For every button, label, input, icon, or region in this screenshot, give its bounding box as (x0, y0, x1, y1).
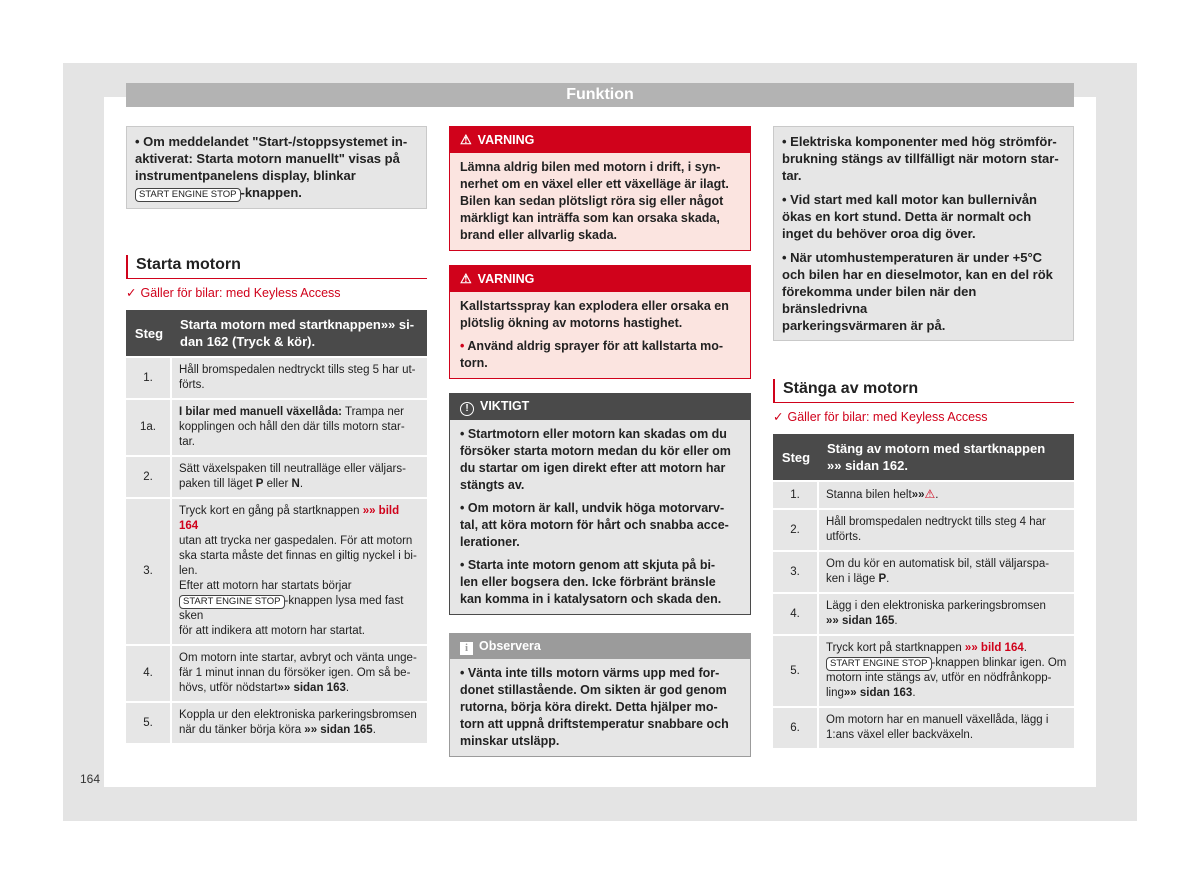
info-icon: i (460, 642, 473, 655)
check-icon: ✓ (773, 410, 784, 424)
note-header: i Observera (450, 634, 750, 659)
step-text: Om du kör en automatisk bil, ställ väljarspa- ken i läge P. (819, 552, 1074, 592)
start-engine-stop-key: START ENGINE STOP (135, 188, 241, 202)
warning-header: ⚠ VARNING (450, 266, 750, 292)
column-middle (449, 126, 751, 757)
note-text: • Vänta inte tills motorn värms upp med for- donet stillastående. Om sikten är god genom rutorna, börja köra direkt. Detta hjälper mo- torn att uppnå driftstemperatur snabbare och minskar utsläpp. (460, 666, 729, 748)
table-row (126, 646, 427, 701)
important-text: • Startmotorn eller motorn kan skadas om du försöker starta motorn medan du kör eller om du startar om igen direkt efter att motorn har stängts av. • Om motorn är kall, undvik höga motorvarv- tal, att köra motorn för hårt och snabba acce- lerationer. • Starta inte motorn genom att skjuta på bi- len eller bogsera den. Icke förbränt bränsle kan komma in i katalysatorn och skada den. (460, 427, 731, 606)
step-number: 2. (126, 457, 172, 497)
check-icon: ✓ (126, 286, 137, 300)
step-text: Håll bromspedalen nedtryckt tills steg 4 har utförts. (819, 510, 1074, 550)
table-row (773, 552, 1074, 592)
section-title-stop-engine: Stänga av motorn (773, 379, 1074, 403)
table-row (126, 457, 427, 497)
warning-box (449, 265, 751, 379)
table-row (126, 499, 427, 644)
step-text: I bilar med manuell växellåda: Trampa ner kopplingen och håll den där tills motorn star- tar. (172, 400, 427, 455)
column-header-action: Starta motorn med startknappen»» si- dan 162 (Tryck & kör). (172, 310, 427, 356)
table-header-row (126, 310, 427, 356)
step-text: Tryck kort en gång på startknappen »» bild 164 utan att trycka ner gaspedalen. För att motorn ska starta måste det finnas en giltig nyckel i bi- len. Efter att motorn har startats börjar START ENGINE STOP -knappen lysa med fast sken för att indikera att motorn har startat. (172, 499, 427, 644)
table-row (773, 482, 1074, 508)
step-text: Lägg i den elektroniska parkeringsbromsen »» sidan 165. (819, 594, 1074, 634)
table-row (126, 703, 427, 743)
start-steps-table (126, 308, 427, 745)
step-text: Om motorn har en manuell växellåda, lägg i 1:ans växel eller backväxeln. (819, 708, 1074, 748)
table-row (773, 510, 1074, 550)
table-row (773, 708, 1074, 748)
page-number: 164 (80, 772, 101, 786)
warning-triangle-icon: ⚠ (924, 487, 936, 501)
column-header-action: Stäng av motorn med startknappen »» sidan 162. (819, 434, 1074, 480)
step-number: 1. (773, 482, 819, 508)
step-number: 4. (126, 646, 172, 701)
warning-triangle-icon: ⚠ (460, 271, 472, 286)
column-header-step: Steg (126, 310, 172, 356)
figure-link[interactable]: bild 164 (179, 505, 400, 532)
note-box (449, 633, 751, 757)
section-header: Funktion (126, 83, 1074, 107)
page-link[interactable]: sidan 165 (317, 724, 373, 736)
step-number: 3. (773, 552, 819, 592)
section-title-start-engine: Starta motorn (126, 255, 427, 279)
step-text: Om motorn inte startar, avbryt och vänta unge- fär 1 minut innan du försöker igen. Om så be- hövs, utför nödstart»» sidan 163. (172, 646, 427, 701)
info-text: instrumentpanelens display, blinkar (135, 168, 356, 183)
warning-box (449, 126, 751, 251)
step-number: 4. (773, 594, 819, 634)
step-number: 3. (126, 499, 172, 644)
applies-to (126, 285, 427, 300)
step-number: 5. (773, 636, 819, 706)
table-row (126, 400, 427, 455)
stop-steps-table (773, 432, 1074, 750)
step-number: 2. (773, 510, 819, 550)
applies-to (773, 409, 1074, 424)
step-number: 6. (773, 708, 819, 748)
column-right (773, 126, 1074, 750)
step-number: 1. (126, 358, 172, 398)
step-text: Stanna bilen helt»»⚠. (819, 482, 1074, 508)
start-stop-info-box (126, 126, 427, 209)
applies-text: Gäller för bilar: med Keyless Access (140, 286, 341, 300)
column-left (126, 126, 427, 745)
page-link[interactable]: sidan 163 (856, 687, 913, 699)
table-row (773, 636, 1074, 706)
column-header-step: Steg (773, 434, 819, 480)
warning-header: ⚠ VARNING (450, 127, 750, 153)
step-text: Koppla ur den elektroniska parkeringsbromsen när du tänker börja köra »» sidan 165. (172, 703, 427, 743)
step-text: Håll bromspedalen nedtryckt tills steg 5 har ut- förts. (172, 358, 427, 398)
step-number: 5. (126, 703, 172, 743)
table-row (126, 358, 427, 398)
info-text: • Om meddelandet "Start-/stoppsystemet in- (135, 134, 408, 149)
applies-text: Gäller för bilar: med Keyless Access (787, 410, 988, 424)
important-header: ! VIKTIGT (450, 394, 750, 420)
step-text: Sätt växelspaken till neutralläge eller väljars- paken till läget P eller N. (172, 457, 427, 497)
info-text: -knappen. (240, 185, 302, 200)
table-header-row (773, 434, 1074, 480)
info-text: aktiverat: Starta motorn manuellt" visas på (135, 151, 400, 166)
start-engine-stop-key: START ENGINE STOP (826, 657, 932, 671)
step-text: Tryck kort på startknappen »» bild 164. START ENGINE STOP -knappen blinkar igen. Om motorn inte stängs av, utför en nödfrånkopp- ling»» sidan 163. (819, 636, 1074, 706)
page-link[interactable]: sidan 165 (838, 615, 895, 627)
table-row (773, 594, 1074, 634)
start-engine-stop-key: START ENGINE STOP (179, 595, 285, 609)
figure-link[interactable]: bild 164 (977, 642, 1024, 654)
step-number: 1a. (126, 400, 172, 455)
warning-text: Kallstartsspray kan explodera eller orsaka en plötslig ökning av motorns hastighet. • Använd aldrig sprayer för att kallstarta mo- torn. (460, 299, 729, 370)
warning-triangle-icon: ⚠ (460, 132, 472, 147)
important-box (449, 393, 751, 615)
engine-start-info-box: • Elektriska komponenter med hög strömför- brukning stängs av tillfälligt när motorn star- tar. • Vid start med kall motor kan bullernivån ökas en kort stund. Detta är normalt och inget du behöver oroa dig över. • När utomhustemperaturen är under +5°C och bilen har en dieselmotor, kan en del rök förekomma under bilen när den bränsledrivna parkeringsvärmaren är på. (773, 126, 1074, 341)
warning-text: Lämna aldrig bilen med motorn i drift, i syn- nerhet om en växel eller ett växelläge är ilagt. Bilen kan sedan plötsligt röra sig eller något märkligt kan inträffa som kan orsaka skada, brand eller allvarlig skada. (460, 160, 729, 242)
info-circle-icon: ! (460, 402, 474, 416)
page-link[interactable]: sidan 163 (290, 682, 346, 694)
